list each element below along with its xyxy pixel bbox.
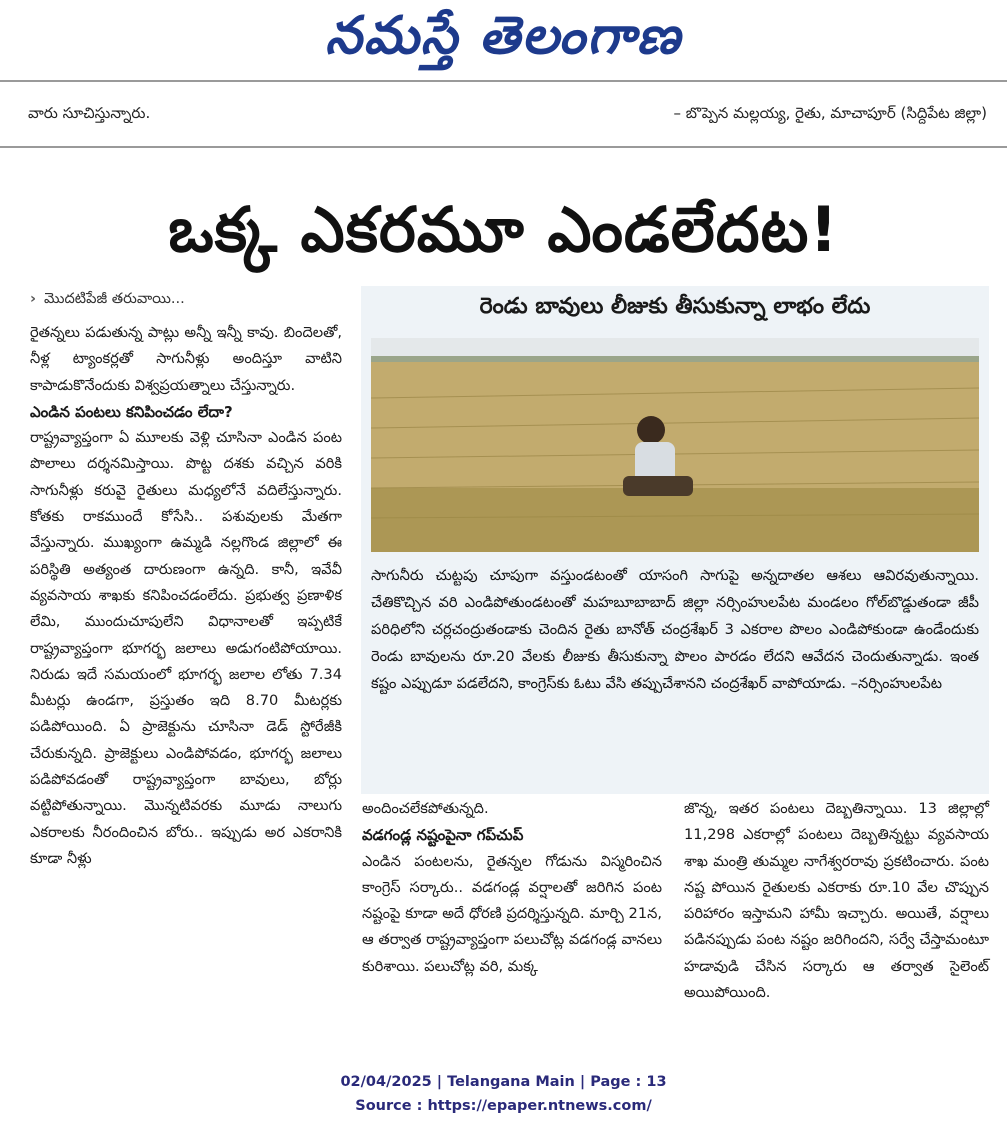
continued-label <box>30 290 185 311</box>
farmer-field-photo <box>371 338 979 552</box>
photo-feature-box <box>361 286 989 794</box>
col1-para1: రైతన్నలు పడుతున్న పాట్లు అన్నీ ఇన్నీ కావు. బిందెలతో, నీళ్ల ట్యాంకర్లతో సాగునీళ్లు అందిస్తూ వాటిని కాపాడుకొనేందుకు విశ్వప్రయత్నాలు చేస్తున్నారు. <box>30 324 342 394</box>
newspaper-logo: నమస్తే తెలంగాణ <box>325 6 682 66</box>
headline: ఒక్క ఎకరమూ ఎండలేదట! <box>168 193 839 266</box>
col2-para1: అందించలేకపోతున్నది. <box>362 800 489 817</box>
topline-left: వారు సూచిస్తున్నారు. <box>28 104 151 122</box>
column-3 <box>684 796 989 1006</box>
masthead-divider <box>0 80 1007 82</box>
col3-para1: జొన్న, ఇతర పంటలు దెబ్బతిన్నాయి. 13 జిల్లాల్లో 11,298 ఎకరాల్లో పంటలు దెబ్బతిన్నట్టు వ్యవసాయ శాఖ మంత్రి తుమ్మల నాగేశ్వరరావు ప్రకటించారు. పంట నష్ట పోయిన రైతులకు ఎకరాకు రూ.10 వేల చొప్పున పరిహారం ఇస్తామని హామీ ఇచ్చారు. అయితే, వర్షాలు పడినప్పుడు పంట నష్టం జరిగిందని, సర్వే చేస్తామంటూ హడావుడి చేసిన సర్కారు ఆ తర్వాత సైలెంట్‌ అయిపోయింది. <box>684 800 989 1002</box>
topline-divider <box>0 146 1007 148</box>
masthead <box>0 0 1007 78</box>
column-2 <box>362 796 662 980</box>
field-illustration <box>371 338 979 552</box>
chevron-right-icon: › <box>30 290 37 307</box>
col1-para2: రాష్ట్రవ్యాప్తంగా ఏ మూలకు వెళ్లి చూసినా ఎండిన పంట పొలాలు దర్శనమిస్తాయి. పొట్ట దశకు వచ్చిన వరికి సాగునీళ్లు కరువై రైతులు మధ్యలోనే వదిలేస్తున్నారు. కోతకు రాకముందే కోసేసి.. పశువులకు మేతగా వేస్తున్నారు. ముఖ్యంగా ఉమ్మడి నల్లగొండ జిల్లాలో ఈ పరిస్థితి అత్యంత దారుణంగా ఉన్నది. కానీ, ఇవేవీ వ్యవసాయ శాఖకు కనిపించడంలేదు. ప్రభుత్వ ప్రణాళిక లేమి, ముందుచూపులేని విధానాలతో ఇప్పటికే రాష్ట్రవ్యాప్తంగా భూగర్భ జలాలు అడుగంటిపోయాయి. నిరుడు ఇదే సమయంలో భూగర్భ జలాల లోతు 7.34 మీటర్లు ఉండగా, ప్రస్తుతం ఇది 8.70 మీటర్లకు పడిపోయింది. ఏ ప్రాజెక్టును చూసినా డెడ్‌ స్టోరేజీకి చేరుకున్నది. ప్రాజెక్టులు ఎండిపోవడం, భూగర్భ జలాలు పడిపోవడంతో రాష్ట్రవ్యాప్తంగా బావులు, బోర్లు వట్టిపోతున్నాయి. మొన్నటివరకు మూడు నాలుగు ఎకరాలకు నీరందించిన బోరు.. ఇప్పుడు అర ఎకరానికి కూడా నీళ్లు <box>30 429 342 867</box>
photo-caption: సాగునీరు చుట్టపు చూపుగా వస్తుండటంతో యాసంగి సాగుపై అన్నదాతల ఆశలు ఆవిరవుతున్నాయి. చేతికొచ్చిన వరి ఎండిపోతుండటంతో మహబూబాబాద్‌ జిల్లా నర్సింహులపేట మండలం గోల్‌బొడ్డుతండా జీపీ పరిధిలోని చర్లచంద్రుతండాకు చెందిన రైతు బానోత్‌ చంద్రశేఖర్‌ 3 ఎకరాల పొలం ఎండిపోకుండా ఉండేందుకు రెండు బావులను రూ.20 వేలకు లీజుకు తీసుకున్నా పొలం పారడం లేదని ఆవేదన చెందుతున్నాడు. ఇంత కష్టం ఎప్పుడూ పడలేదని, కాంగ్రెస్‌కు ఓటు వేసి తప్పుచేశానని చంద్రశేఖర్‌ వాపోయాడు. –నర్సింహులపేట <box>371 567 979 692</box>
footer-edition-info: 02/04/2025 | Telangana Main | Page : 13 <box>340 1074 667 1090</box>
column-1 <box>30 320 342 872</box>
continued-text: మొదటిపేజీ తరువాయి... <box>44 290 185 307</box>
col1-subhead: ఎండిన పంటలు కనిపించడం లేదా? <box>30 402 233 421</box>
col2-subhead: వడగండ్ల నష్టంపైనా గప్‌చుప్‌ <box>362 826 524 845</box>
topline-right: – బొప్పెన మల్లయ్య, రైతు, మాచాపూర్‌ (సిద్దిపేట జిల్లా) <box>673 104 987 122</box>
col2-para2: ఎండిన పంటలను, రైతన్నల గోడును విస్మరించిన కాంగ్రెస్‌ సర్కారు.. వడగండ్ల వర్షాలతో జరిగిన పంట నష్టంపై కూడా అదే ధోరణి ప్రదర్శిస్తున్నది. మార్చి 21న, ఆ తర్వాత రాష్ట్రవ్యాప్తంగా పలుచోట్ల వడగండ్ల వానలు కురిశాయి. పలుచోట్ల వరి, మక్క <box>362 852 662 975</box>
footer-source: Source : https://epaper.ntnews.com/ <box>355 1098 652 1114</box>
photo-feature-title: రెండు బావులు లీజుకు తీసుకున్నా లాభం లేదు <box>479 294 871 319</box>
